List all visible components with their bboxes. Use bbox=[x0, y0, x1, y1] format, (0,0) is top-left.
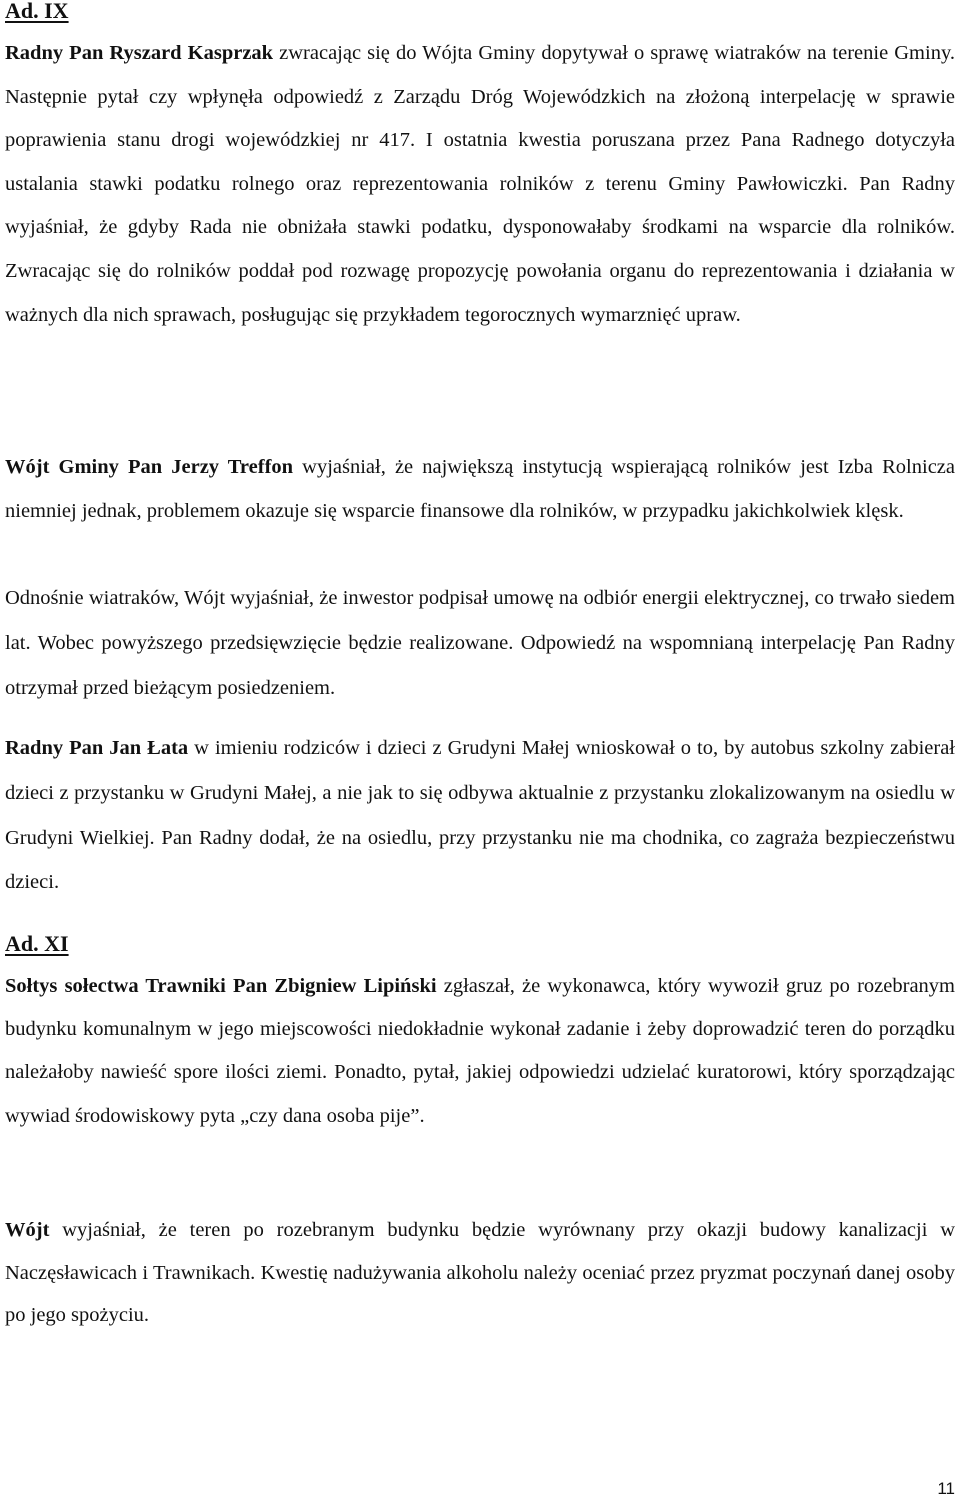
speaker-name: Sołtys sołectwa Trawniki Pan Zbigniew Lipiński bbox=[5, 975, 437, 997]
page-number: 11 bbox=[937, 1479, 955, 1498]
paragraph-text: wyjaśniał, że teren po rozebranym budynku będzie wyrównany przy okazji budowy kanalizacji w Naczęsławicach i Trawnikach. Kwestię nadużywania alkoholu należy oceniać przez pryzmat poczynań danej osoby po jego spożyciu. bbox=[5, 1219, 955, 1326]
paragraph-lata bbox=[5, 726, 955, 905]
section-heading-ad-xi: Ad. XI bbox=[5, 931, 69, 956]
paragraph-text: zwracając się do Wójta Gminy dopytywał o sprawę wiatraków na terenie Gminy. Następnie pytał czy wpłynęła odpowiedź z Zarządu Dróg Wojewódzkich na złożoną interpelację w sprawie poprawienia stanu drogi wojewódzkiej nr 417. I ostatnia kwestia poruszana przez Pana Radnego dotyczyła ustalania stawki podatku rolnego oraz reprezentowania rolników z terenu Gminy Pawłowiczki. Pan Radny wyjaśniał, że gdyby Rada nie obniżała stawki podatku, dysponowałaby środkami na wsparcie dla rolników. Zwracając się do rolników poddał pod rozwagę propozycję powołania organu do reprezentowania i działania w ważnych dla nich sprawach, posługując się przykładem tegorocznych wymarznięć upraw. bbox=[5, 42, 955, 326]
section-heading-ad-ix: Ad. IX bbox=[5, 0, 69, 23]
paragraph-kasprzak bbox=[5, 32, 955, 337]
paragraph-treffon bbox=[5, 445, 955, 533]
speaker-name: Radny Pan Jan Łata bbox=[5, 737, 189, 759]
speaker-name: Wójt Gminy Pan Jerzy Treffon bbox=[5, 456, 294, 478]
paragraph-lipinski bbox=[5, 965, 955, 1138]
paragraph-text: w imieniu rodziców i dzieci z Grudyni Małej wnioskował o to, by autobus szkolny zabierał dzieci z przystanku w Grudyni Małej, a nie jak to się odbywa aktualnie z przystanku zlokalizowanym na osiedlu w Grudyni Wielkiej. Pan Radny dodał, że na osiedlu, przy przystanku nie ma chodnika, co zagraża bezpieczeństwu dzieci. bbox=[5, 737, 955, 894]
paragraph-wiatraki bbox=[5, 576, 955, 710]
speaker-name: Wójt bbox=[5, 1219, 50, 1241]
paragraph-wojt bbox=[5, 1209, 955, 1337]
paragraph-text: zgłaszał, że wykonawca, który wywoził gruz po rozebranym budynku komunalnym w jego miejscowości niedokładnie wykonał zadanie i żeby doprowadzić teren do porządku należałoby nawieść spore ilości ziemi. Ponadto, pytał, jakiej odpowiedzi udzielać kuratorowi, który sporządzając wywiad środowiskowy pyta „czy dana osoba pije”. bbox=[5, 975, 956, 1127]
speaker-name: Radny Pan Ryszard Kasprzak bbox=[5, 42, 274, 64]
paragraph-text: Odnośnie wiatraków, Wójt wyjaśniał, że inwestor podpisał umowę na odbiór energii elektrycznej, co trwało siedem lat. Wobec powyższego przedsięwzięcie będzie realizowane. Odpowiedź na wspomnianą interpelację Pan Radny otrzymał przed bieżącym posiedzeniem. bbox=[5, 587, 955, 699]
paragraph-text: wyjaśniał, że największą instytucją wspierającą rolników jest Izba Rolnicza niemniej jednak, problemem okazuje się wsparcie finansowe dla rolników, w przypadku jakichkolwiek klęsk. bbox=[5, 456, 955, 522]
